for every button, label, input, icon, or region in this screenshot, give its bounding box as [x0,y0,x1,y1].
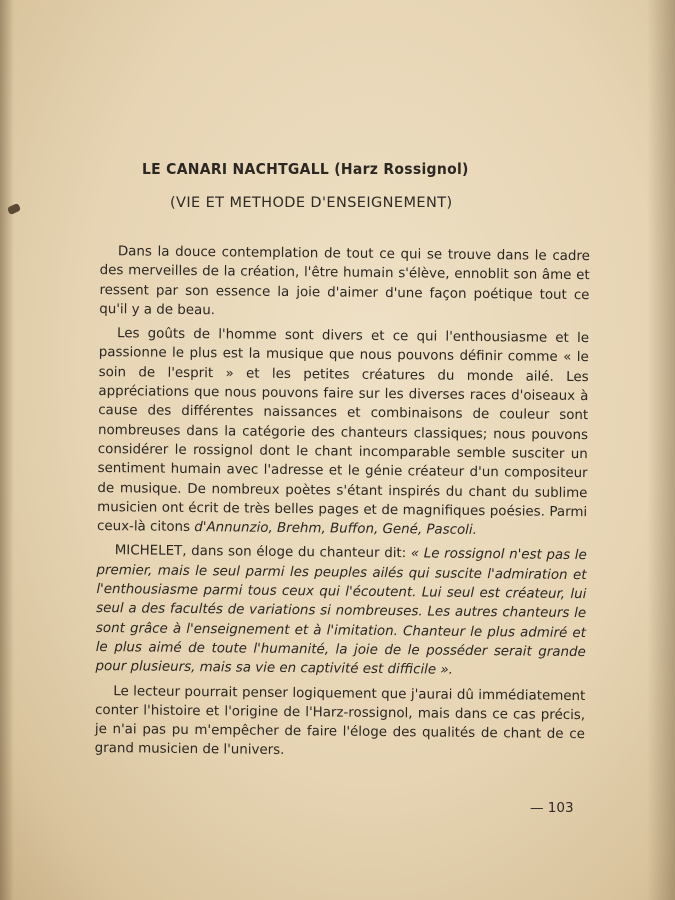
paragraph-2-authors: d'Annunzio, Brehm, Buffon, Gené, Pascoli. [194,520,477,539]
paragraph-3 [95,541,586,681]
paragraph-2-text: Les goûts de l'homme sont divers et ce qui l'enthousiasme et le passionne le plus est la musique que nous pouvons définir comme « le soin de l'esprit » et les petites créatures du monde ailé. Les appréciations que nous pouvons faire sur les diverses races d'oiseaux à cause des différentes naissances et combinaisons de couleur sont nombreuses dans la catégorie des chanteurs classiques; nous pouvons considérer le rossignol dont le chant incomparable semble susciter un sentiment humain avec l'adresse et le génie créateur d'un compositeur de musique. De nombreux poètes s'étant inspirés du chant du sublime musicien ont écrit de très belles pages et de magnifiques poésies. Parmi ceux-là citons [96,326,590,536]
page-gutter-shadow [0,0,14,900]
paragraph-1: Dans la douce contemplation de tout ce qui se trouve dans le cadre des merveilles de la création, l'être humain s'élève, ennoblit son âme et ressent par son essence la joie d'aimer d'une façon poétique tout ce qu'il y a de beau. [99,244,590,319]
page-number: — 103 [530,800,574,816]
chapter-title: LE CANARI NACHTGALL (Harz Rossignol) [142,160,469,178]
paragraph-3-quote: « Le rossignol n'est pas le premier, mais le seul parmi les peuples ailés qui suscite l'admiration et l'enthousiasme parmi tous ceux qui l'écoutent. Lui seul est créateur, lui seul a des facultés de variations si nombreuses. Les autres chanteurs le sont grâce à l'enseignement et à l'imitation. Chanteur le plus admiré et le plus aimé de toute l'humanité, la joie de le posséder serait grande pour plusieurs, mais sa vie en captivité est difficile ». [95,546,587,678]
paragraph-3-text: MICHELET, dans son éloge du chanteur dit: [114,543,411,562]
paragraph-4: Le lecteur pourrait penser logiquement que j'aurai dû immédiatement conter l'histoire et l'origine de l'Harz-rossignol, mais dans ce cas précis, je n'ai pas pu m'empêcher de faire l'éloge des qualités de chant de ce grand musicien de l'univers. [94,683,586,759]
body-text [95,242,590,769]
paragraph-2 [97,324,589,541]
chapter-subtitle: (VIE ET METHODE D'ENSEIGNEMENT) [170,195,453,211]
